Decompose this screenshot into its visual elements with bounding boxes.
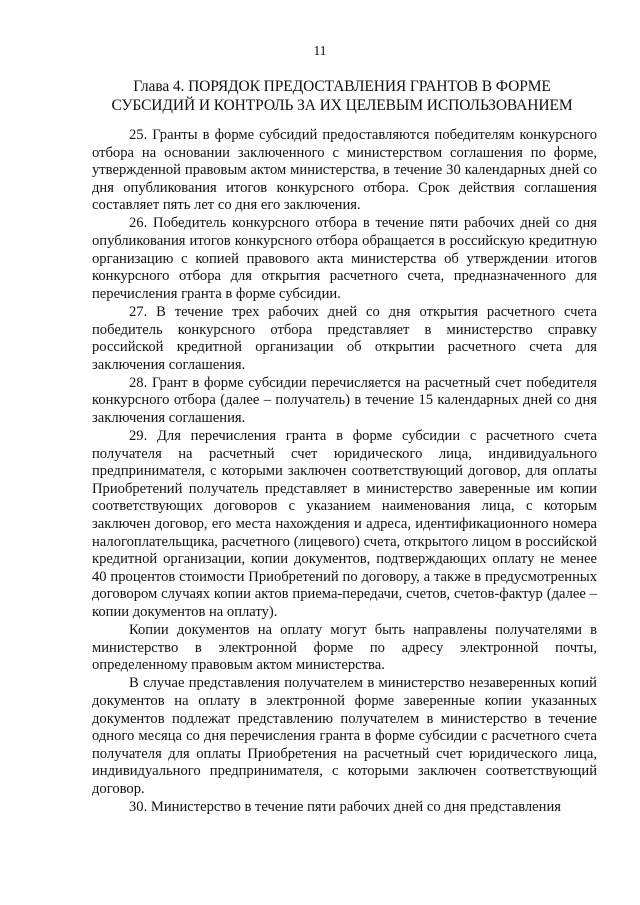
- paragraph-26: 26. Победитель конкурсного отбора в течение пяти рабочих дней со дня опубликования итогов конкурсного отбора обращается в российскую кредитную организацию с копией правового акта министерства об утверждении итогов конкурсного отбора для открытия расчетного счета, предназначенного для перечисления гранта в форме субсидии.: [92, 215, 597, 302]
- paragraph-25: 25. Гранты в форме субсидий предоставляются победителям конкурсного отбора на основании заключенного с министерством соглашения по форме, утвержденной правовым актом министерства, в течение 30 календарных дней со дня опубликования итогов конкурсного отбора. Срок действия соглашения составляет пять лет со дня его заключения.: [92, 127, 597, 214]
- paragraph-29: 29. Для перечисления гранта в форме субсидии с расчетного счета получателя на расчетный счет юридического лица, индивидуального предпринимателя, с которыми заключен соответствующий договор, для оплаты Приобретений получатель представляет в министерство заверенные им копии соответствующих договоров с указанием наименования лица, с которым заключен договор, его места нахождения и адреса, идентификационного номера налогоплательщика, расчетного (лицевого) счета, открытого лицом в российской кредитной организации, копии документов, подтверждающих оплату не менее 40 процентов стоимости Приобретений по договору, а также в предусмотренных договором случаях копии актов приема-передачи, счетов, счетов-фактур (далее – копии документов на оплату).: [92, 428, 597, 621]
- chapter-heading-line-2: СУБСИДИЙ И КОНТРОЛЬ ЗА ИХ ЦЕЛЕВЫМ ИСПОЛЬЗОВАНИЕМ: [111, 97, 573, 114]
- document-body: [92, 127, 597, 817]
- chapter-heading: [88, 77, 596, 115]
- page-number: 11: [313, 43, 327, 58]
- paragraph-30: 30. Министерство в течение пяти рабочих дней со дня представления: [129, 799, 561, 816]
- paragraph-28: 28. Грант в форме субсидии перечисляется на расчетный счет победителя конкурсного отбора (далее – получатель) в течение 15 календарных дней со дня заключения соглашения.: [92, 374, 597, 426]
- paragraph-27: 27. В течение трех рабочих дней со дня открытия расчетного счета победитель конкурсного отбора представляет в министерство справку российской кредитной организации об открытии расчетного счета для заключения соглашения.: [92, 303, 597, 373]
- paragraph-electronic-copies: Копии документов на оплату могут быть направлены получателями в министерство в электронной форме по адресу электронной почты, определенному правовым актом министерства.: [92, 622, 597, 674]
- chapter-heading-line-1: Глава 4. ПОРЯДОК ПРЕДОСТАВЛЕНИЯ ГРАНТОВ В ФОРМЕ: [133, 78, 551, 95]
- paragraph-unverified-copies: В случае представления получателем в министерство незаверенных копий документов на оплату в электронной форме заверенные копии указанных документов подлежат представлению получателем в министерство в течение одного месяца со дня перечисления гранта в форме субсидии с расчетного счета получателя для оплаты Приобретения на расчетный счет юридического лица, индивидуального предпринимателя, с которыми заключен соответствующий договор.: [92, 675, 597, 797]
